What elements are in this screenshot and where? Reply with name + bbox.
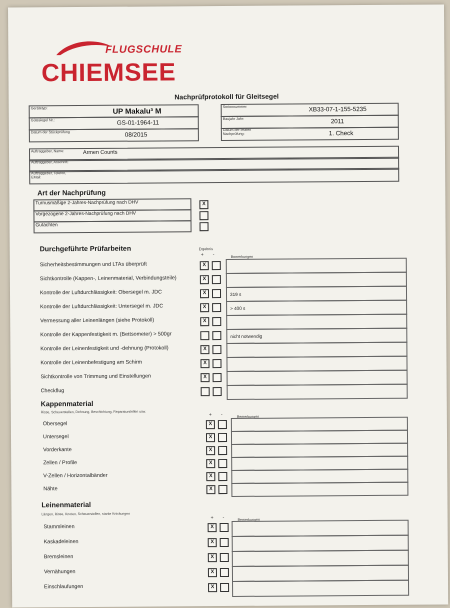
check-row-label: Bremsleinen — [43, 554, 74, 561]
comment-field[interactable]: nicht notwendig — [226, 328, 407, 344]
owner-name-value: Armen Counts — [83, 149, 118, 157]
minus-header: - — [212, 252, 215, 259]
pass-checkbox[interactable]: X — [206, 485, 215, 494]
plus-header: + — [200, 252, 204, 259]
inspection-type-checkbox[interactable]: X — [199, 200, 208, 209]
pass-checkbox[interactable]: X — [201, 373, 210, 382]
checks-heading: Durchgeführte Prüfarbeiten — [39, 245, 132, 254]
inspection-type-label: Gutachten — [35, 223, 58, 229]
serial-number-label: Seriennummer: — [222, 104, 248, 110]
inspection-type-label: Vorgezogene 2-Jahres-Nachprüfung nach DHV — [35, 211, 136, 218]
last-check-label: Datum der letzten Nachprüfung: — [222, 127, 252, 137]
comment-field[interactable] — [232, 580, 409, 597]
pass-checkbox[interactable] — [200, 331, 209, 340]
check-row-label: Obersegel — [42, 421, 68, 428]
canopy-note: Risse, Scheuerstellen, Dehnung, Beschichtung, Reparaturstellen usw. — [40, 409, 147, 415]
fail-checkbox[interactable] — [212, 317, 221, 326]
check-row-label: Vermessung aller Leinenlängen (siehe Protokoll) — [40, 317, 155, 325]
build-year-value: 2011 — [330, 118, 345, 126]
pass-checkbox[interactable]: X — [206, 472, 215, 481]
comment-header: Bemerkungen — [230, 254, 254, 259]
check-row-label: Vorderkante — [43, 447, 72, 454]
fail-checkbox[interactable] — [220, 523, 229, 532]
fail-checkbox[interactable] — [220, 553, 229, 562]
fail-checkbox[interactable] — [212, 275, 221, 284]
check-row-label: Einschlaufungen — [44, 584, 84, 591]
fail-checkbox[interactable] — [218, 433, 227, 442]
minus-header: - — [222, 515, 225, 522]
pass-checkbox[interactable]: X — [200, 275, 209, 284]
serial-number-value: XB33-07-1-155-5235 — [308, 106, 367, 114]
pass-checkbox[interactable]: X — [200, 359, 209, 368]
lines-note: Längen, Risse, Knoten, Scheuerstellen, starke Knickungen — [41, 511, 130, 517]
canopy-heading: Kappenmaterial — [40, 400, 94, 409]
fail-checkbox[interactable] — [218, 420, 227, 429]
fail-checkbox[interactable] — [213, 387, 222, 396]
pass-checkbox[interactable]: X — [206, 420, 215, 429]
check-row-label: Stammleinen — [43, 524, 75, 531]
check-row-label: Sichtkontrolle (Kappen-, Leinenmaterial, Verbindungsteile) — [39, 275, 177, 283]
pass-checkbox[interactable]: X — [200, 317, 209, 326]
check-row-label: Zellen / Profile — [43, 460, 78, 467]
comment-header: Bemerkungen — [237, 517, 260, 522]
pass-checkbox[interactable]: X — [206, 446, 215, 455]
comment-field[interactable] — [227, 384, 408, 400]
plus-header: + — [210, 515, 214, 522]
pass-checkbox[interactable]: X — [206, 459, 215, 468]
device-type-value: UP Makalu³ M — [112, 106, 162, 116]
lines-heading: Leinenmaterial — [41, 501, 91, 510]
check-row-label: Sicherheitsbestimmungen und LTAs überprüft — [39, 261, 147, 269]
comment-field[interactable] — [231, 482, 408, 497]
pass-checkbox[interactable] — [201, 387, 210, 396]
owner-contact-field — [29, 168, 399, 185]
owner-name-label: Auftraggeber, Name: — [30, 149, 65, 154]
fail-checkbox[interactable] — [212, 289, 221, 298]
inspection-type-checkbox[interactable] — [199, 211, 208, 220]
seal-number-label: Gütesiegel Nr.: — [30, 118, 55, 123]
inspection-date-value: 08/2015 — [124, 131, 148, 139]
pass-checkbox[interactable]: X — [200, 289, 209, 298]
check-row-label: Kaskadeleinen — [43, 539, 79, 546]
fail-checkbox[interactable] — [212, 261, 221, 270]
logo-title: CHIEMSEE — [41, 58, 177, 88]
check-row-label: Kontrolle der Leinenfestigkeit und -dehnung (Protokoll) — [40, 345, 169, 353]
pass-checkbox[interactable]: X — [208, 568, 217, 577]
check-row-label: Kontrolle der Leinenbefestigung am Schirm — [40, 359, 143, 367]
device-type-label: Gerätetyp: — [30, 106, 48, 111]
fail-checkbox[interactable] — [213, 373, 222, 382]
pass-checkbox[interactable]: X — [208, 553, 217, 562]
fail-checkbox[interactable] — [220, 538, 229, 547]
check-row-label: Kontrolle der Kappenfestigkeit m. (Bettsometer) > 500gr — [40, 331, 172, 339]
pass-checkbox[interactable]: X — [208, 583, 217, 592]
minus-header: - — [220, 412, 223, 419]
pass-checkbox[interactable]: X — [208, 523, 217, 532]
fail-checkbox[interactable] — [218, 446, 227, 455]
pass-checkbox[interactable]: X — [200, 261, 209, 270]
fail-checkbox[interactable] — [220, 583, 229, 592]
plus-header: + — [208, 412, 212, 419]
last-check-value: 1. Check — [328, 130, 354, 138]
build-year-label: Baujahr Jahr: — [222, 116, 245, 122]
fail-checkbox[interactable] — [218, 472, 227, 481]
pass-checkbox[interactable]: X — [200, 303, 209, 312]
check-row-label: Untersegel — [42, 434, 69, 441]
inspection-type-checkbox[interactable] — [200, 222, 209, 231]
comment-header: Bemerkungen — [236, 414, 260, 419]
check-row-label: V-Zellen / Horizontalbänder — [43, 472, 108, 480]
pass-checkbox[interactable]: X — [208, 538, 217, 547]
fail-checkbox[interactable] — [212, 331, 221, 340]
check-row-label: Checkflug — [40, 388, 65, 395]
owner-contact-label: Auftraggeber, Telefon, EMail: — [31, 171, 67, 180]
pass-checkbox[interactable]: X — [206, 433, 215, 442]
fail-checkbox[interactable] — [212, 303, 221, 312]
inspection-type-heading: Art der Nachprüfung — [37, 189, 106, 198]
pass-checkbox[interactable]: X — [200, 345, 209, 354]
owner-address-label: Auftraggeber, Anschrift: — [31, 160, 69, 165]
check-row-label: Kontrolle der Luftdurchlässigkeit: Untersegel m. JDC — [40, 303, 164, 311]
logo-subtitle: FLUGSCHULE — [105, 43, 183, 56]
fail-checkbox[interactable] — [212, 345, 221, 354]
fail-checkbox[interactable] — [218, 485, 227, 494]
seal-number-value: GS-01-1964-11 — [116, 119, 160, 127]
protocol-sheet — [8, 4, 448, 607]
inspection-date-label: Datum der Stückprüfung — [30, 130, 70, 135]
check-row-label: Nähte — [43, 486, 58, 493]
check-row-label: Kontrolle der Luftdurchlässigkeit: Obersegel m. JDC — [39, 289, 162, 297]
fail-checkbox[interactable] — [220, 568, 229, 577]
document-title: Nachprüfprotokoll für Gleitsegel — [174, 93, 279, 102]
fail-checkbox[interactable] — [218, 459, 227, 468]
check-row-label: Sichtkontrolle von Trimmung und Einstellungen — [40, 373, 152, 381]
comment-field[interactable]: > 400 s — [226, 300, 407, 316]
inspection-type-label: Turnusmäßige 2-Jahres-Nachprüfung nach DHV — [35, 200, 139, 207]
comment-field[interactable]: 319 s — [226, 286, 407, 302]
check-row-label: Vernähungen — [43, 569, 76, 576]
fail-checkbox[interactable] — [212, 359, 221, 368]
result-header: Ergebnis — [198, 247, 213, 252]
